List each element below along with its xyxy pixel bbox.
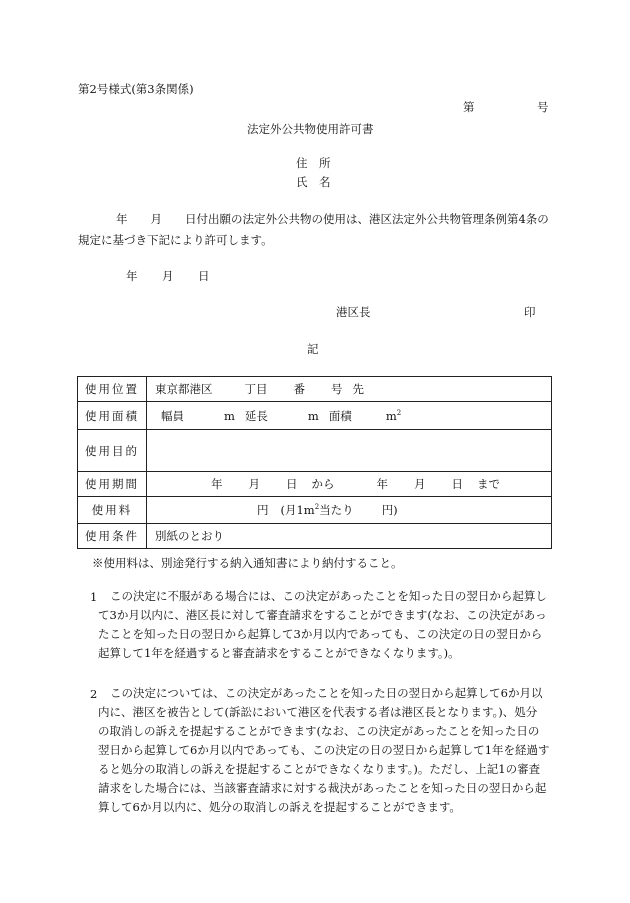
- conditions-label: 使用条件: [78, 524, 147, 549]
- fee-yen-2: 円): [381, 503, 398, 517]
- period-year-2: 年: [376, 477, 388, 491]
- fee-per-a: (月1m: [280, 503, 315, 517]
- period-label: 使用期間: [78, 472, 147, 497]
- location-go: 号: [331, 382, 343, 396]
- issue-month: 月: [162, 269, 174, 283]
- fee-per-b: 当たり: [319, 503, 354, 517]
- period-day-1: 日: [286, 477, 298, 491]
- item-1-line-4: 起算して1年を経過すると審査請求をすることができなくなります。)。: [98, 646, 460, 660]
- issuer-title: 港区長: [336, 305, 371, 319]
- item-1-line-2: て3か月以内に、港区長に対して審査請求をすることができます(なお、この決定があっ: [98, 608, 547, 622]
- purpose-label: 使用目的: [78, 430, 147, 472]
- item-2-line-1: この決定については、この決定があったことを知った日の翌日から起算して6か月以: [110, 686, 543, 700]
- area-unit-sqm: m: [385, 408, 397, 423]
- item-2-line-5: ると処分の取消しの訴えを提起することができなくなります。)。ただし、上記1の審査: [98, 762, 541, 776]
- period-year-1: 年: [211, 477, 223, 491]
- table-row-area: [78, 402, 552, 430]
- permit-detail-table: [77, 376, 552, 549]
- table-row-purpose: [78, 430, 552, 472]
- period-month-1: 月: [248, 477, 260, 491]
- table-row-conditions: [78, 524, 552, 549]
- period-month-2: 月: [414, 477, 426, 491]
- form-number: 第2号様式(第3条関係): [78, 82, 194, 96]
- item-1-number: 1: [90, 590, 98, 604]
- fee-label: 使用料: [78, 497, 147, 524]
- table-row-location: [78, 377, 552, 402]
- period-from: から: [311, 477, 335, 491]
- doc-number-prefix: 第: [463, 100, 475, 114]
- issue-year: 年: [126, 269, 138, 283]
- item-2-line-7: 算して6か月以内に、処分の取消しの訴えを提起することができます。: [98, 800, 461, 814]
- period-value: [147, 472, 552, 497]
- doc-number-suffix: 号: [537, 100, 549, 114]
- item-2-line-2: 内に、港区を被告として(訴訟において港区を代表する者は港区長となります。)、処分: [98, 705, 538, 719]
- area-area: 面積: [328, 408, 352, 423]
- area-unit-m2: m: [307, 408, 319, 423]
- table-row-fee: [78, 497, 552, 524]
- document-title: 法定外公共物使用許可書: [247, 122, 374, 136]
- area-label: 使用面積: [78, 402, 147, 430]
- item-1-line-3: たことを知った日の翌日から起算して3か月以内であっても、この決定の日の翌日から: [98, 627, 543, 641]
- issue-day: 日: [198, 269, 210, 283]
- area-width: 幅員: [161, 408, 184, 423]
- name-label: 氏 名: [296, 175, 331, 189]
- body-line-2: 規定に基づき下記により許可します。: [78, 233, 273, 247]
- fee-sup: 2: [314, 503, 320, 512]
- item-2-number: 2: [90, 687, 98, 701]
- location-value: [147, 377, 552, 402]
- location-ban: 番: [293, 382, 305, 396]
- location-saki: 先: [352, 382, 364, 396]
- ki-heading: 記: [307, 342, 319, 356]
- location-chome: 丁目: [244, 382, 268, 396]
- location-ward: 東京都港区: [155, 382, 213, 396]
- item-2-line-4: 翌日から起算して6か月以内であっても、この決定の日の翌日から起算して1年を経過す: [98, 743, 550, 757]
- conditions-value: 別紙のとおり: [147, 524, 552, 549]
- item-2-line-6: 請求をした場合には、当該審査請求に対する裁決があったことを知った日の翌日から起: [98, 781, 547, 795]
- area-value: [147, 402, 552, 430]
- period-to: まで: [477, 477, 500, 491]
- payment-note: ※使用料は、別途発行する納入通知書により納付すること。: [92, 556, 403, 570]
- area-unit-sup: 2: [396, 408, 402, 417]
- body-line-1: 年 月 日付出願の法定外公共物の使用は、港区法定外公共物管理条例第4条の: [116, 212, 549, 226]
- area-unit-m1: m: [224, 408, 235, 423]
- purpose-value: [147, 430, 552, 472]
- fee-yen: 円: [257, 503, 269, 517]
- item-1-line-1: この決定に不服がある場合には、この決定があったことを知った日の翌日から起算し: [110, 589, 547, 603]
- period-day-2: 日: [451, 477, 463, 491]
- area-length: 延長: [244, 408, 268, 423]
- item-2-line-3: の取消しの訴えを提起することができます(なお、この決定があったことを知った日の: [98, 724, 540, 738]
- address-label: 住 所: [296, 156, 331, 170]
- location-label: 使用位置: [78, 377, 147, 402]
- seal-mark: 印: [524, 305, 536, 319]
- fee-value: [147, 497, 552, 524]
- table-row-period: [78, 472, 552, 497]
